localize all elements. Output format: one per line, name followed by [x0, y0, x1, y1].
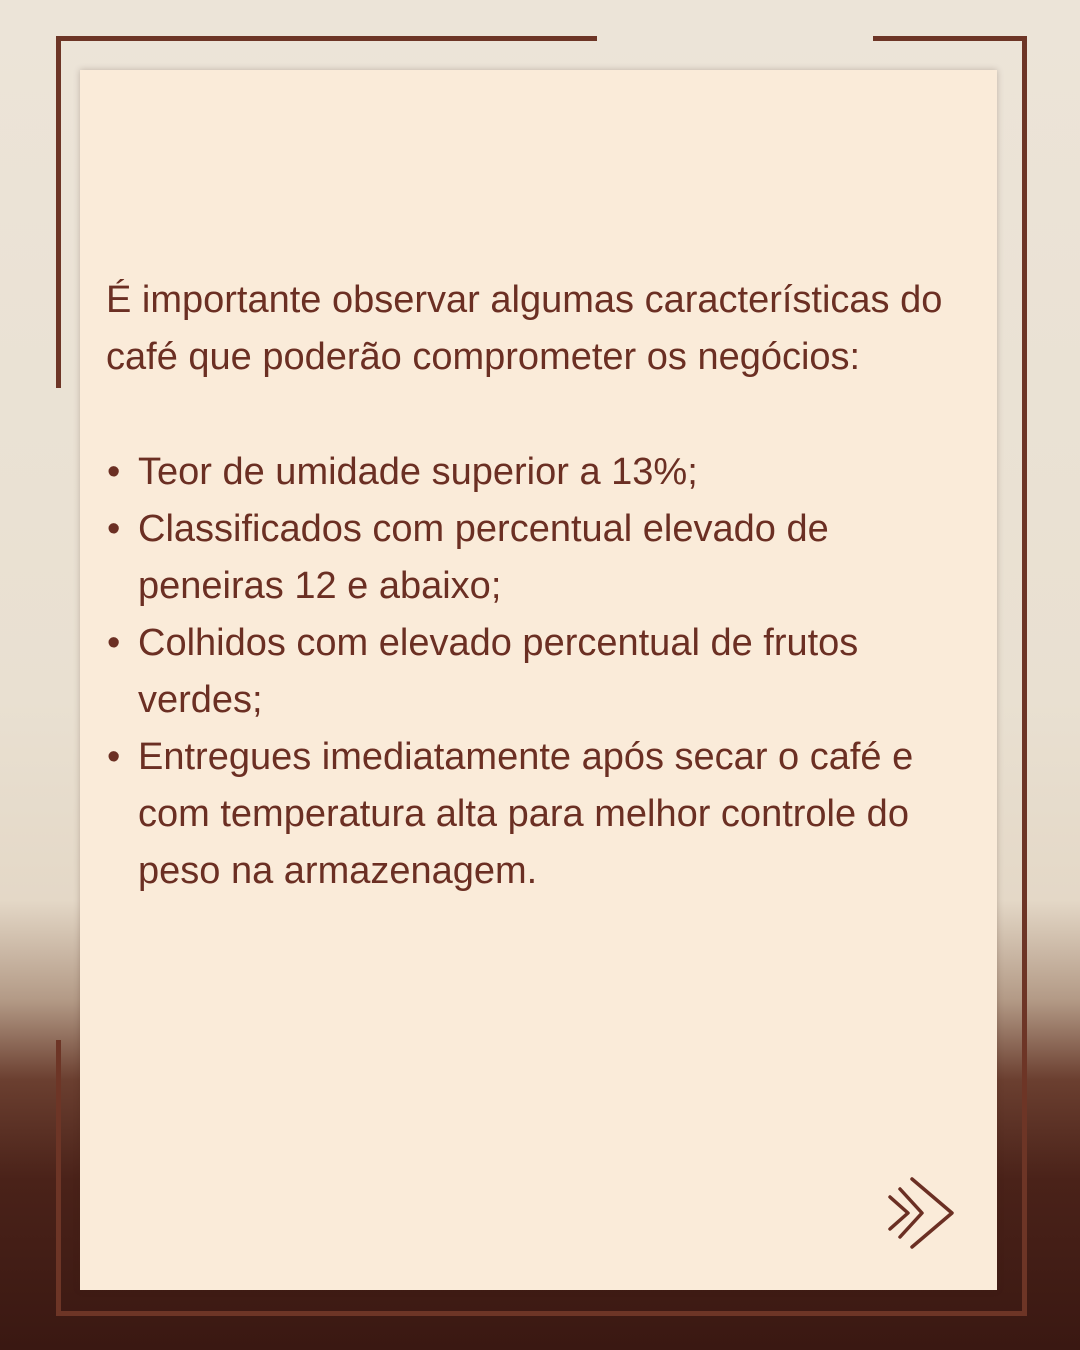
list-item [106, 615, 966, 729]
frame-top-left-horizontal [56, 36, 597, 41]
bullet-dot: • [107, 451, 121, 493]
intro-text: É importante observar algumas características do café que poderão comprometer os negócios: [106, 279, 943, 378]
bullet-list [106, 444, 966, 900]
triple-chevron-right-icon[interactable] [886, 1175, 960, 1251]
frame-bottom-horizontal [56, 1311, 1027, 1316]
bullet-dot: • [107, 508, 121, 550]
list-item-text: Entregues imediatamente após secar o café e com temperatura alta para melhor controle do peso na armazenagem. [138, 736, 914, 892]
list-item [106, 444, 966, 501]
bullet-dot: • [107, 622, 121, 664]
list-item-text: Colhidos com elevado percentual de frutos verdes; [138, 622, 859, 721]
list-item-text: Teor de umidade superior a 13%; [138, 451, 698, 493]
list-item [106, 729, 966, 900]
list-item-text: Classificados com percentual elevado de peneiras 12 e abaixo; [138, 508, 829, 607]
list-item [106, 501, 966, 615]
frame-top-right-horizontal [873, 36, 1027, 41]
frame-right-vertical [1022, 36, 1027, 1316]
content-card [80, 70, 997, 1290]
bullet-dot: • [107, 736, 121, 778]
frame-bottom-left-vertical [56, 1040, 61, 1316]
frame-top-left-vertical [56, 36, 61, 388]
